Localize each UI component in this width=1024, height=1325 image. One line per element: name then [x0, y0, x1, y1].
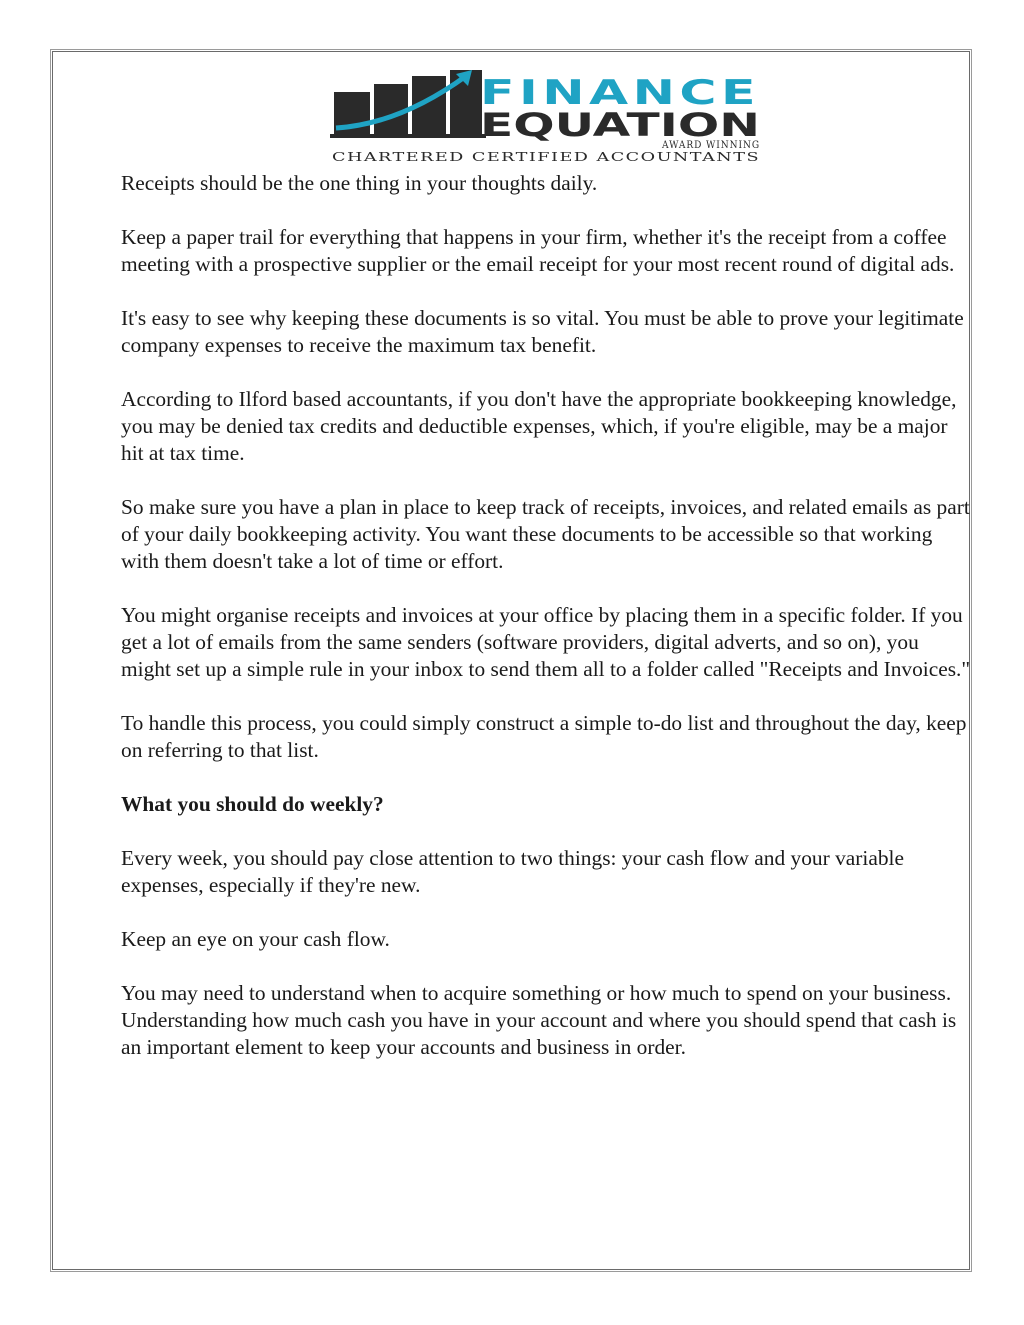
paragraph: Every week, you should pay close attention to two things: your cash flow and your variable expenses, especially if they're new. [121, 846, 904, 897]
paragraph: It's easy to see why keeping these documents is so vital. You must be able to prove your legitimate company expenses to receive the maximum tax benefit. [121, 306, 964, 357]
paragraph: Receipts should be the one thing in your thoughts daily. [121, 171, 598, 195]
bar-chart-icon [330, 70, 486, 138]
paragraph: According to Ilford based accountants, if you don't have the appropriate bookkeeping knowledge, you may be denied tax credits and deductible expenses, which, if you're eligible, may be a major hit at tax time. [121, 387, 957, 465]
paragraph: So make sure you have a plan in place to keep track of receipts, invoices, and related emails as part of your daily bookkeeping activity. You want these documents to be accessible so that working with them doesn't take a lot of time or effort. [121, 495, 970, 573]
section-heading: What you should do weekly? [121, 792, 384, 816]
logo-line-finance: FINANCE [480, 73, 760, 113]
paragraph: You may need to understand when to acquire something or how much to spend on your business. Understanding how much cash you have in your account and where you should spend that cash is an important element to keep your accounts and business in order. [121, 981, 957, 1059]
logo-line-award: AWARD WINNING [661, 140, 760, 151]
paragraph: Keep a paper trail for everything that happens in your firm, whether it's the receipt from a coffee meeting with a prospective supplier or the email receipt for your most recent round of digital ads. [121, 225, 955, 276]
finance-equation-logo [330, 70, 762, 166]
document-body [121, 170, 971, 1088]
logo-line-equation: EQUATION [480, 106, 760, 144]
paragraph: To handle this process, you could simply construct a simple to-do list and throughout the day, keep on referring to that list. [121, 711, 967, 762]
paragraph: You might organise receipts and invoices at your office by placing them in a specific folder. If you get a lot of emails from the same senders (software providers, digital adverts, and so on), you might set up a simple rule in your inbox to send them all to a folder called "Receipts and Invoices." [121, 603, 971, 681]
paragraph: Keep an eye on your cash flow. [121, 927, 390, 951]
logo-line-accountants: CHARTERED CERTIFIED ACCOUNTANTS [332, 150, 760, 164]
